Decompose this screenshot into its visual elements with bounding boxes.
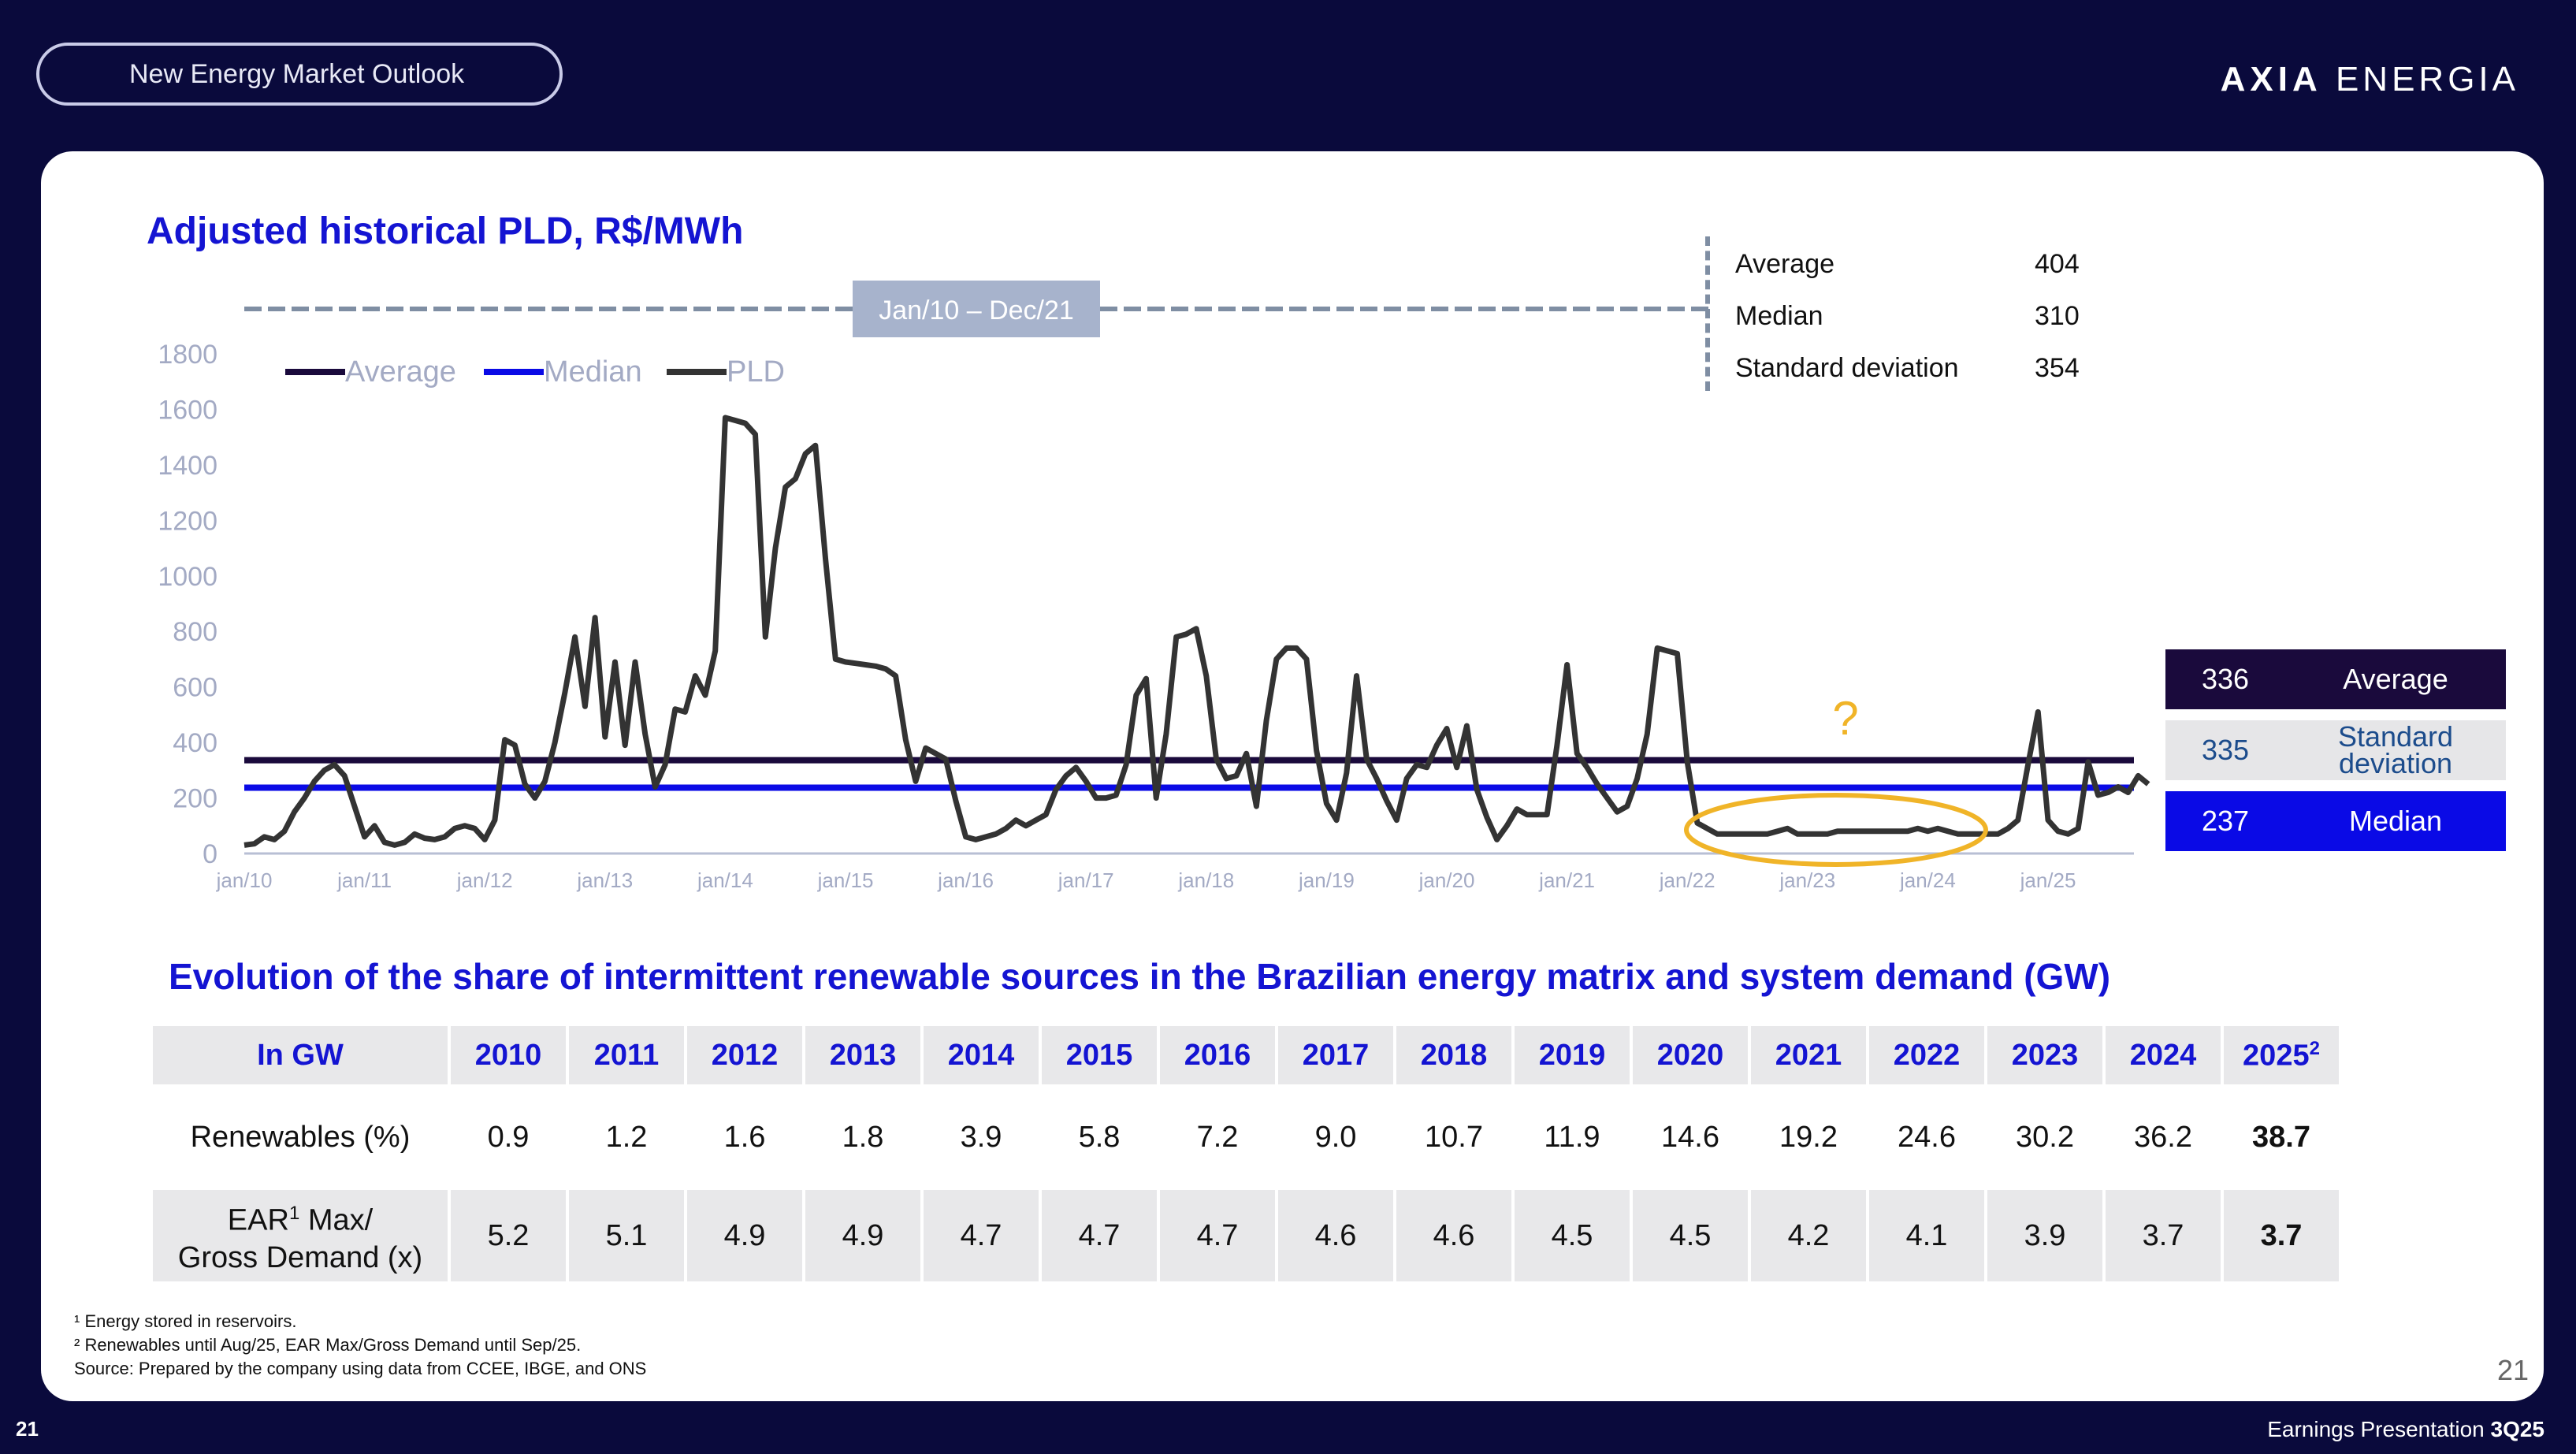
year-header: 2023 xyxy=(1987,1026,2102,1084)
period-stat-std xyxy=(1735,353,2080,384)
footnote: Source: Prepared by the company using data from CCEE, IBGE, and ONS xyxy=(74,1359,647,1378)
year-header: 2022 xyxy=(1869,1026,1984,1084)
x-tick-label: jan/13 xyxy=(577,868,634,892)
footnotes xyxy=(74,1310,646,1381)
x-tick-label: jan/24 xyxy=(1899,868,1956,892)
table-cell: 4.2 xyxy=(1751,1190,1866,1281)
year-header: 2016 xyxy=(1160,1026,1275,1084)
row-label-sup: 1 xyxy=(288,1202,300,1224)
table-cell: 0.9 xyxy=(451,1088,566,1187)
x-tick-label: jan/10 xyxy=(216,868,273,892)
table-cell: 10.7 xyxy=(1396,1088,1511,1187)
table-cell: 4.7 xyxy=(924,1190,1039,1281)
table-cell: 24.6 xyxy=(1869,1088,1984,1187)
chart-title: Adjusted historical PLD, R$/MWh xyxy=(147,210,744,252)
y-tick-label: 1000 xyxy=(158,561,217,592)
year-header: 2020 xyxy=(1633,1026,1748,1084)
table-cell: 11.9 xyxy=(1515,1088,1630,1187)
table-row-ear xyxy=(153,1190,2339,1281)
year-header: 2014 xyxy=(924,1026,1039,1084)
y-tick-label: 0 xyxy=(203,839,217,869)
x-tick-label: jan/19 xyxy=(1298,868,1355,892)
y-tick-label: 200 xyxy=(173,783,217,814)
row-label-part: Max/ xyxy=(299,1203,374,1237)
table-cell: 1.8 xyxy=(805,1088,920,1187)
x-tick-label: jan/18 xyxy=(1178,868,1235,892)
year-header: 2010 xyxy=(451,1026,566,1084)
table-cell: 5.8 xyxy=(1042,1088,1157,1187)
table-cell: 4.7 xyxy=(1042,1190,1157,1281)
current-stat-value: 335 xyxy=(2201,734,2250,766)
table-header-row xyxy=(153,1026,2339,1084)
year-header: 2024 xyxy=(2106,1026,2221,1084)
period-stat-average xyxy=(1735,249,2080,280)
year-header-text: 2025 xyxy=(2243,1039,2310,1073)
current-stat-value: 336 xyxy=(2201,663,2250,695)
table-cell: 4.9 xyxy=(805,1190,920,1281)
year-header: 2013 xyxy=(805,1026,920,1084)
x-tick-label: jan/11 xyxy=(337,868,392,892)
x-tick-label: jan/17 xyxy=(1058,868,1114,892)
table-cell: 1.6 xyxy=(687,1088,802,1187)
table-cell: 1.2 xyxy=(569,1088,684,1187)
table-title: Evolution of the share of intermittent renewable sources in the Brazilian energy matrix and system demand (GW) xyxy=(169,956,2111,997)
y-tick-label: 400 xyxy=(173,728,217,759)
footer-quarter: 3Q25 xyxy=(2490,1417,2544,1441)
table-cell: 4.9 xyxy=(687,1190,802,1281)
year-header: 2021 xyxy=(1751,1026,1866,1084)
x-tick-label: jan/20 xyxy=(1418,868,1475,892)
legend-label: PLD xyxy=(727,355,785,389)
table-cell: 3.7 xyxy=(2224,1190,2339,1281)
year-header-sup: 2 xyxy=(2309,1037,2320,1059)
row-label-renewables: Renewables (%) xyxy=(153,1088,448,1187)
table-cell: 36.2 xyxy=(2106,1088,2221,1187)
y-tick-label: 1600 xyxy=(158,395,217,426)
table-cell: 30.2 xyxy=(1987,1088,2102,1187)
table-cell: 9.0 xyxy=(1278,1088,1393,1187)
x-tick-label: jan/14 xyxy=(697,868,753,892)
year-header-last xyxy=(2224,1026,2339,1084)
table-cell: 4.5 xyxy=(1633,1190,1748,1281)
question-mark: ? xyxy=(1832,692,1859,745)
current-stat-value: 237 xyxy=(2201,805,2250,837)
table-cell: 19.2 xyxy=(1751,1088,1866,1187)
table-cell: 4.7 xyxy=(1160,1190,1275,1281)
current-stat-std xyxy=(2165,720,2506,780)
y-tick-label: 1800 xyxy=(158,340,217,370)
year-header: 2012 xyxy=(687,1026,802,1084)
year-header: 2017 xyxy=(1278,1026,1393,1084)
period-stat-label: Standard deviation xyxy=(1735,353,1959,383)
current-stat-label: Standard deviation xyxy=(2337,720,2454,779)
period-stat-value: 404 xyxy=(2035,249,2080,279)
section-label-text: New Energy Market Outlook xyxy=(129,58,465,89)
page-number: 21 xyxy=(2496,1354,2529,1386)
y-tick-label: 1400 xyxy=(158,450,217,481)
row-label-part: EAR xyxy=(227,1203,289,1237)
footer-presentation xyxy=(2267,1417,2544,1442)
year-header: 2018 xyxy=(1396,1026,1511,1084)
renewables-table xyxy=(150,1023,2342,1285)
current-stat-median xyxy=(2165,791,2506,851)
table-cell: 4.1 xyxy=(1869,1190,1984,1281)
current-stat-label: Median xyxy=(2348,805,2443,837)
current-stat-average xyxy=(2165,649,2506,709)
footer-prefix: Earnings Presentation xyxy=(2267,1417,2491,1441)
current-stat-label: Average xyxy=(2343,663,2448,695)
table-header-label: In GW xyxy=(153,1026,448,1084)
x-tick-label: jan/15 xyxy=(817,868,874,892)
footnote: ¹ Energy stored in reservoirs. xyxy=(74,1311,297,1331)
table-cell: 4.6 xyxy=(1396,1190,1511,1281)
table-cell: 4.5 xyxy=(1515,1190,1630,1281)
x-tick-label: jan/25 xyxy=(2020,868,2076,892)
table-row-renewables xyxy=(153,1088,2339,1187)
y-tick-label: 800 xyxy=(173,617,217,648)
x-tick-label: jan/16 xyxy=(938,868,994,892)
period-label: Jan/10 – Dec/21 xyxy=(879,296,1074,325)
x-tick-label: jan/21 xyxy=(1539,868,1596,892)
table-cell: 3.7 xyxy=(2106,1190,2221,1281)
period-stat-median xyxy=(1735,301,2080,332)
period-stat-value: 354 xyxy=(2035,353,2080,383)
x-tick-label: jan/22 xyxy=(1659,868,1715,892)
brand-bold: AXIA xyxy=(2220,60,2322,99)
period-stat-value: 310 xyxy=(2035,301,2080,331)
row-label-ear xyxy=(153,1190,448,1281)
period-stat-label: Median xyxy=(1735,301,1823,331)
x-tick-label: jan/12 xyxy=(456,868,513,892)
year-header: 2011 xyxy=(569,1026,684,1084)
table-cell: 5.1 xyxy=(569,1190,684,1281)
table-cell: 5.2 xyxy=(451,1190,566,1281)
footnote: ² Renewables until Aug/25, EAR Max/Gross Demand until Sep/25. xyxy=(74,1335,582,1355)
table-cell: 14.6 xyxy=(1633,1088,1748,1187)
period-stat-label: Average xyxy=(1735,249,1835,279)
year-header: 2019 xyxy=(1515,1026,1630,1084)
table-cell: 3.9 xyxy=(1987,1190,2102,1281)
legend-label: Average xyxy=(345,355,456,389)
x-tick-label: jan/23 xyxy=(1779,868,1836,892)
brand-rest: ENERGIA xyxy=(2321,60,2519,99)
table-cell: 7.2 xyxy=(1160,1088,1275,1187)
table-cell: 38.7 xyxy=(2224,1088,2339,1187)
y-tick-label: 1200 xyxy=(158,506,217,537)
period-stats-divider xyxy=(1705,236,1715,391)
row-label-line2: Gross Demand (x) xyxy=(177,1241,423,1275)
table-cell: 4.6 xyxy=(1278,1190,1393,1281)
y-tick-label: 600 xyxy=(173,672,217,703)
legend-label: Median xyxy=(544,355,642,389)
year-header: 2015 xyxy=(1042,1026,1157,1084)
table-cell: 3.9 xyxy=(924,1088,1039,1187)
pld-series-line xyxy=(244,418,2148,845)
footer-page-number: 21 xyxy=(16,1417,39,1441)
